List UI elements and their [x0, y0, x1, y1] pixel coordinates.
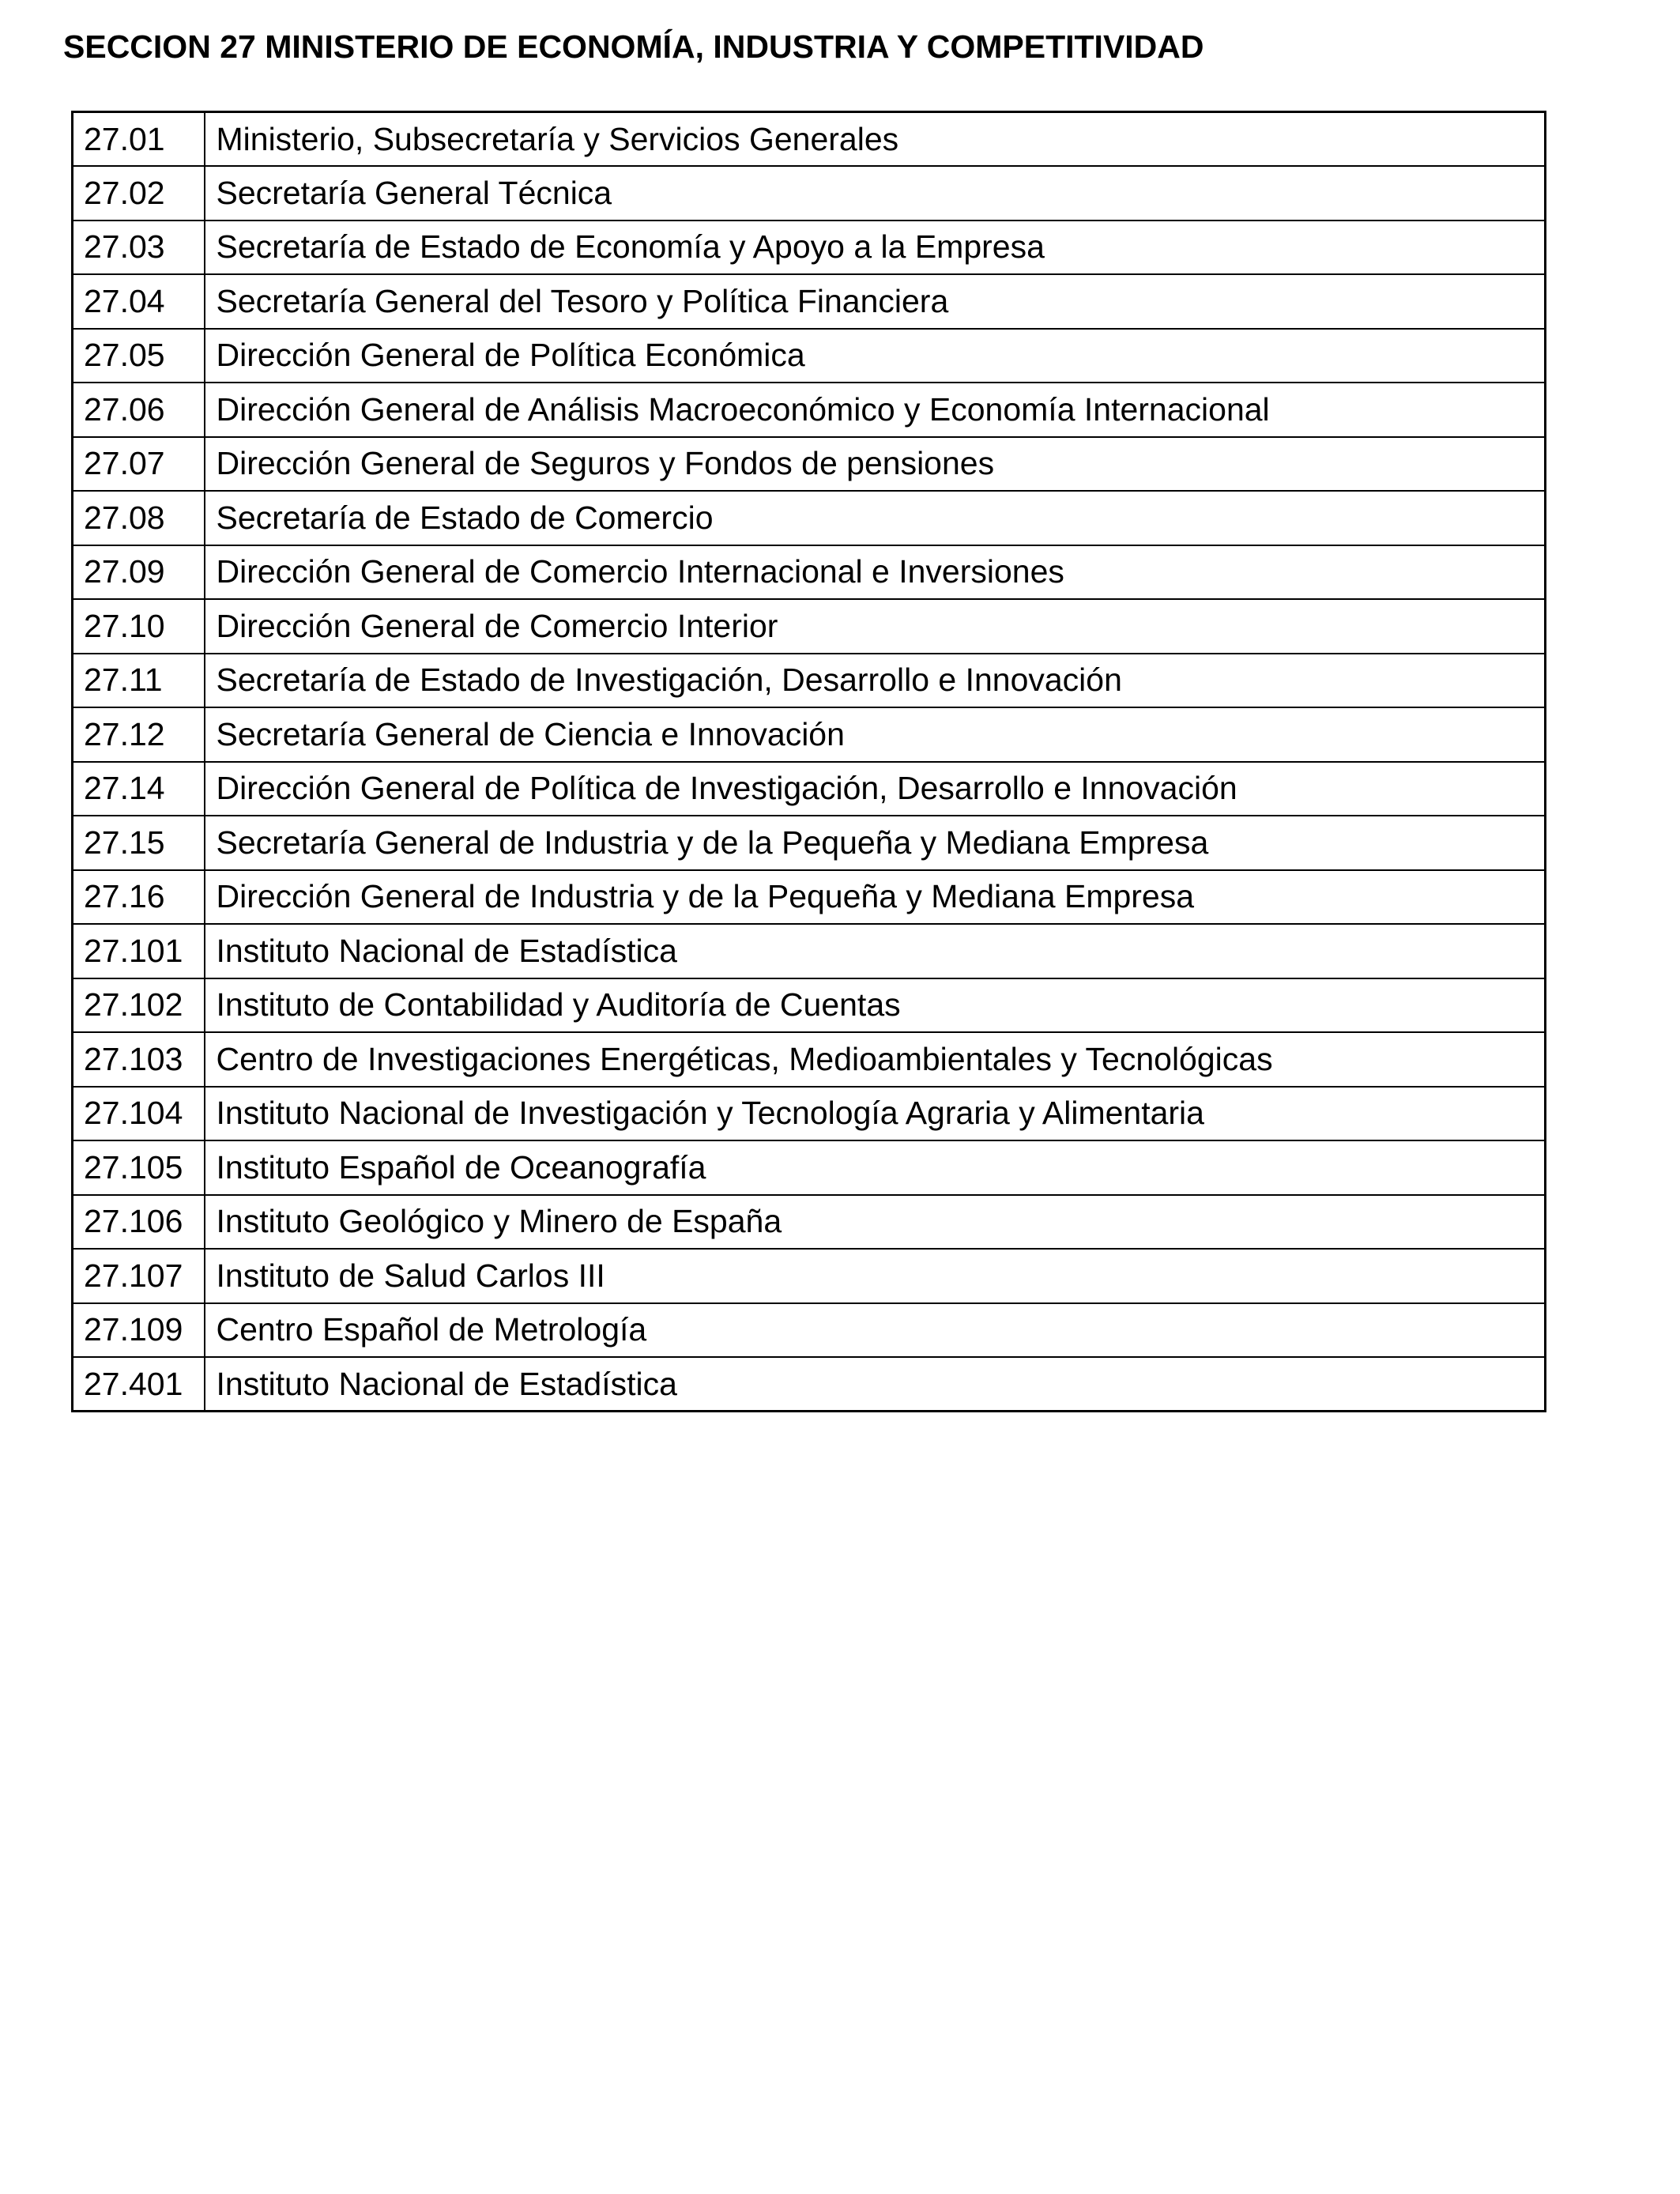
section-code-cell: 27.104: [73, 1087, 205, 1141]
organization-name-cell: Dirección General de Seguros y Fondos de pensiones: [205, 437, 1546, 492]
section-code-cell: 27.14: [73, 762, 205, 816]
section-code-cell: 27.04: [73, 274, 205, 329]
section-code-cell: 27.02: [73, 166, 205, 221]
organization-name-cell: Dirección General de Política Económica: [205, 329, 1546, 383]
table-row: [73, 870, 1546, 925]
section-code-cell: 27.09: [73, 545, 205, 600]
table-row: [73, 166, 1546, 221]
table-row: [73, 599, 1546, 654]
table-row: [73, 1087, 1546, 1141]
table-row: [73, 491, 1546, 545]
organization-name-cell: Secretaría de Estado de Investigación, Desarrollo e Innovación: [205, 654, 1546, 708]
table-row: [73, 707, 1546, 762]
section-code-cell: 27.15: [73, 816, 205, 870]
section-code-cell: 27.10: [73, 599, 205, 654]
organization-name-cell: Secretaría de Estado de Economía y Apoyo a la Empresa: [205, 221, 1546, 275]
organization-name-cell: Dirección General de Política de Investigación, Desarrollo e Innovación: [205, 762, 1546, 816]
table-row: [73, 1195, 1546, 1250]
organization-name-cell: Centro de Investigaciones Energéticas, Medioambientales y Tecnológicas: [205, 1032, 1546, 1087]
section-code-cell: 27.05: [73, 329, 205, 383]
section-code-cell: 27.08: [73, 491, 205, 545]
section-code-cell: 27.103: [73, 1032, 205, 1087]
table-row: [73, 1249, 1546, 1303]
organization-name-cell: Centro Español de Metrología: [205, 1303, 1546, 1358]
table-row: [73, 1357, 1546, 1412]
organization-name-cell: Ministerio, Subsecretaría y Servicios Generales: [205, 112, 1546, 167]
table-row: [73, 329, 1546, 383]
section-code-cell: 27.105: [73, 1140, 205, 1195]
section-code-cell: 27.102: [73, 978, 205, 1033]
organization-name-cell: Dirección General de Industria y de la Pequeña y Mediana Empresa: [205, 870, 1546, 925]
table-row: [73, 924, 1546, 978]
organization-table-body: [73, 112, 1546, 1412]
table-row: [73, 112, 1546, 167]
organization-name-cell: Instituto Nacional de Estadística: [205, 924, 1546, 978]
section-code-cell: 27.106: [73, 1195, 205, 1250]
section-code-cell: 27.12: [73, 707, 205, 762]
organization-name-cell: Instituto Español de Oceanografía: [205, 1140, 1546, 1195]
page-title: SECCION 27 MINISTERIO DE ECONOMÍA, INDUSTRIA Y COMPETITIVIDAD: [63, 28, 1204, 65]
table-row: [73, 545, 1546, 600]
section-code-cell: 27.07: [73, 437, 205, 492]
section-code-cell: 27.109: [73, 1303, 205, 1358]
organization-name-cell: Dirección General de Análisis Macroeconómico y Economía Internacional: [205, 383, 1546, 437]
section-code-cell: 27.06: [73, 383, 205, 437]
section-code-cell: 27.03: [73, 221, 205, 275]
table-row: [73, 383, 1546, 437]
table-row: [73, 978, 1546, 1033]
section-code-cell: 27.16: [73, 870, 205, 925]
organization-name-cell: Dirección General de Comercio Interior: [205, 599, 1546, 654]
table-row: [73, 1140, 1546, 1195]
table-row: [73, 816, 1546, 870]
organization-name-cell: Instituto Geológico y Minero de España: [205, 1195, 1546, 1250]
organization-name-cell: Secretaría General Técnica: [205, 166, 1546, 221]
table-row: [73, 654, 1546, 708]
organization-table: [71, 111, 1546, 1412]
organization-name-cell: Instituto Nacional de Investigación y Tecnología Agraria y Alimentaria: [205, 1087, 1546, 1141]
section-code-cell: 27.101: [73, 924, 205, 978]
table-row: [73, 1303, 1546, 1358]
organization-name-cell: Secretaría General del Tesoro y Política Financiera: [205, 274, 1546, 329]
organization-name-cell: Secretaría de Estado de Comercio: [205, 491, 1546, 545]
table-row: [73, 437, 1546, 492]
table-row: [73, 762, 1546, 816]
section-code-cell: 27.107: [73, 1249, 205, 1303]
section-code-cell: 27.01: [73, 112, 205, 167]
table-row: [73, 221, 1546, 275]
table-row: [73, 274, 1546, 329]
organization-name-cell: Instituto de Salud Carlos III: [205, 1249, 1546, 1303]
table-row: [73, 1032, 1546, 1087]
organization-name-cell: Instituto Nacional de Estadística: [205, 1357, 1546, 1412]
organization-name-cell: Secretaría General de Industria y de la Pequeña y Mediana Empresa: [205, 816, 1546, 870]
organization-name-cell: Dirección General de Comercio Internacional e Inversiones: [205, 545, 1546, 600]
section-code-cell: 27.401: [73, 1357, 205, 1412]
organization-name-cell: Secretaría General de Ciencia e Innovación: [205, 707, 1546, 762]
section-code-cell: 27.11: [73, 654, 205, 708]
organization-name-cell: Instituto de Contabilidad y Auditoría de Cuentas: [205, 978, 1546, 1033]
